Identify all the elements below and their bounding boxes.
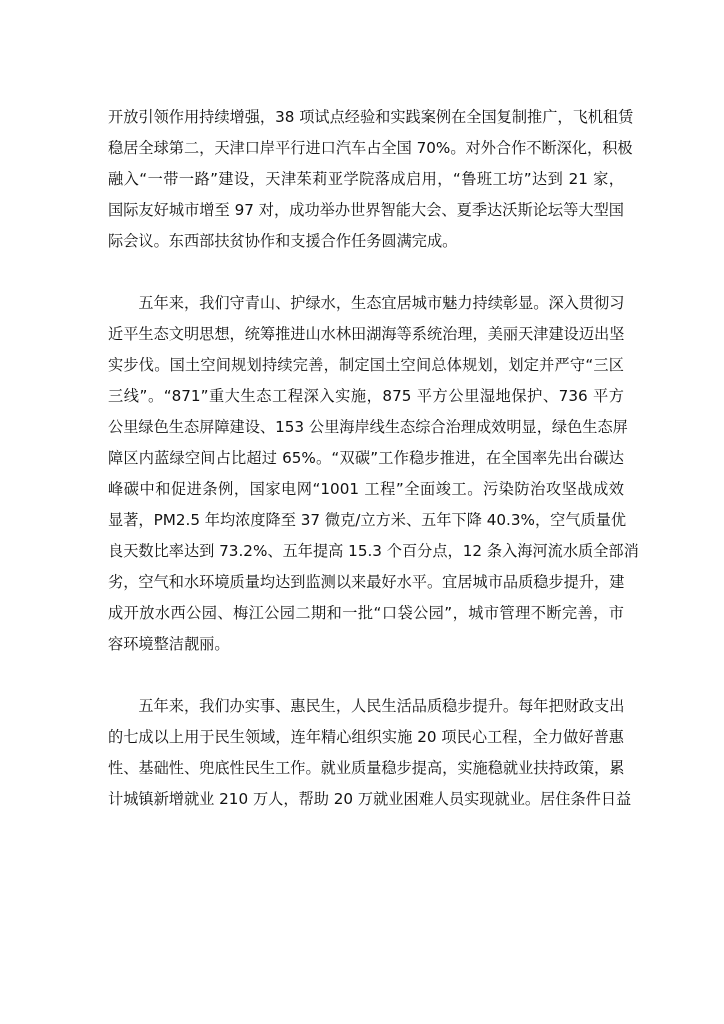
paragraph-ecology [108,288,639,660]
text-line: 开放引领作用持续增强，38 项试点经验和实践案例在全国复制推广，飞机租赁 [108,108,634,126]
text-line: 峰碳中和促进条例，国家电网“1001 工程”全面竣工。污染防治攻坚战成效 [108,480,624,498]
text-line: 三线”。“871”重大生态工程深入实施，875 平方公里湿地保护、736 平方 [108,387,624,405]
text-line: 融入“一带一路”建设，天津茱莉亚学院落成启用，“鲁班工坊”达到 21 家， [108,170,624,188]
text-line: 容环境整洁靓丽。 [108,635,230,653]
paragraph-livelihood [108,691,632,815]
text-line: 良天数比率达到 73.2%、五年提高 15.3 个百分点，12 条入海河流水质全部消 [108,542,639,560]
text-line: 五年来，我们守青山、护绿水，生态宜居城市魅力持续彰显。深入贯彻习 [108,294,625,312]
text-line: 五年来，我们办实事、惠民生，人民生活品质稳步提升。每年把财政支出 [108,697,625,715]
text-line: 公里绿色生态屏障建设、153 公里海岸线生态综合治理成效明显，绿色生态屏 [108,418,628,436]
text-line: 际会议。东西部扶贫协作和支援合作任务圆满完成。 [108,232,458,250]
text-line: 实步伐。国土空间规划持续完善，制定国土空间总体规划，划定并严守“三区 [108,356,624,374]
text-line: 性、基础性、兜底性民生工作。就业质量稳步提高，实施稳就业扶持政策，累 [108,759,625,777]
text-line: 的七成以上用于民生领域，连年精心组织实施 20 项民心工程，全力做好普惠 [108,728,624,746]
paragraph-spacer [108,257,624,288]
text-line: 计城镇新增就业 210 万人，帮助 20 万就业困难人员实现就业。居住条件日益 [108,790,632,808]
text-line: 成开放水西公园、梅江公园二期和一批“口袋公园”，城市管理不断完善，市 [108,604,624,622]
text-line: 国际友好城市增至 97 对，成功举办世界智能大会、夏季达沃斯论坛等大型国 [108,201,624,219]
body-text [108,102,639,815]
text-line: 障区内蓝绿空间占比超过 65%。“双碳”工作稳步推进，在全国率先出台碳达 [108,449,624,467]
text-line: 劣，空气和水环境质量均达到监测以来最好水平。宜居城市品质稳步提升，建 [108,573,625,591]
text-line: 显著，PM2.5 年均浓度降至 37 微克/立方米、五年下降 40.3%，空气质量优 [108,511,627,529]
text-line: 近平生态文明思想，统筹推进山水林田湖海等系统治理，美丽天津建设迈出坚 [108,325,625,343]
paragraph-opening [108,102,634,257]
paragraph-spacer [108,660,624,691]
text-line: 稳居全球第二，天津口岸平行进口汽车占全国 70%。对外合作不断深化，积极 [108,139,633,157]
